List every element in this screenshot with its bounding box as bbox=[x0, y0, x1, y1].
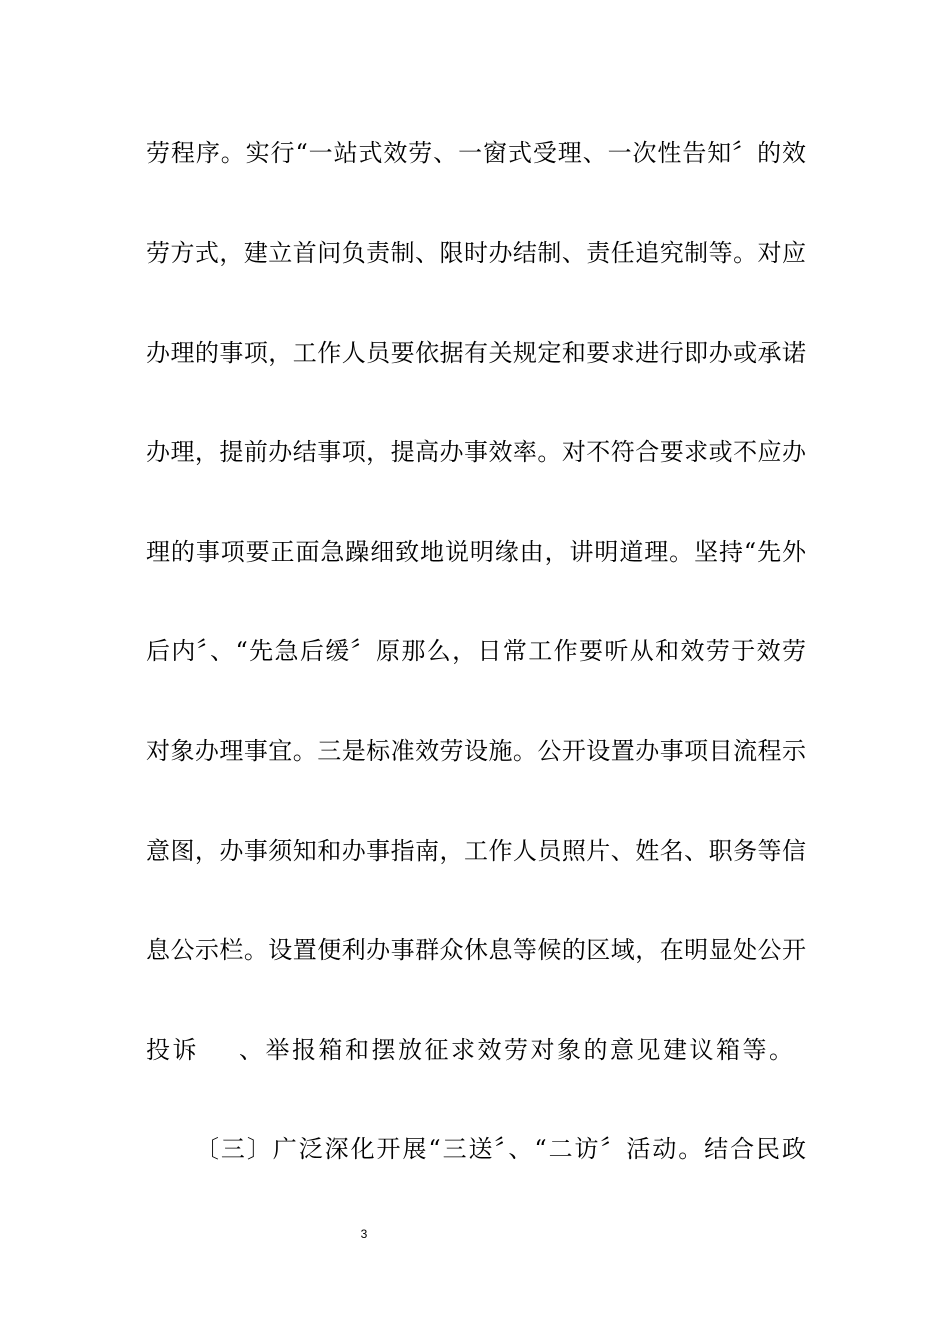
page-number: 3 bbox=[360, 1227, 368, 1241]
last-line-start: 投诉 bbox=[146, 1036, 199, 1064]
body-text-line-3: 办理的事项，工作人员要依据有关规定和要求进行即办或承诺 bbox=[146, 339, 806, 367]
body-text-line-8: 意图，办事须知和办事指南，工作人员照片、姓名、职务等信 bbox=[146, 837, 806, 865]
last-line-end: 、举报箱和摆放征求效劳对象的意见建议箱等。 bbox=[239, 1036, 796, 1064]
body-text-line-1: 劳程序。实行“一站式效劳、一窗式受理、一次性告知〞的效 bbox=[146, 139, 806, 167]
body-text-line-7: 对象办理事宜。三是标准效劳设施。公开设置办事项目流程示 bbox=[146, 737, 806, 765]
body-text-line-10 bbox=[146, 1035, 806, 1065]
body-text-line-9: 息公示栏。设置便利办事群众休息等候的区域，在明显处公开 bbox=[146, 936, 806, 964]
body-text-line-2: 劳方式，建立首问负责制、限时办结制、责任追究制等。对应 bbox=[146, 239, 806, 267]
body-text-line-6: 后内〞、“先急后缓〞原那么，日常工作要听从和效劳于效劳 bbox=[146, 637, 806, 665]
body-text-line-5: 理的事项要正面急躁细致地说明缘由，讲明道理。坚持“先外 bbox=[146, 538, 806, 566]
section-heading: 〔三〕广泛深化开展“三送〞、“二访〞活动。结合民政 bbox=[195, 1135, 806, 1163]
body-text-line-4: 办理，提前办结事项，提高办事效率。对不符合要求或不应办 bbox=[146, 438, 806, 466]
